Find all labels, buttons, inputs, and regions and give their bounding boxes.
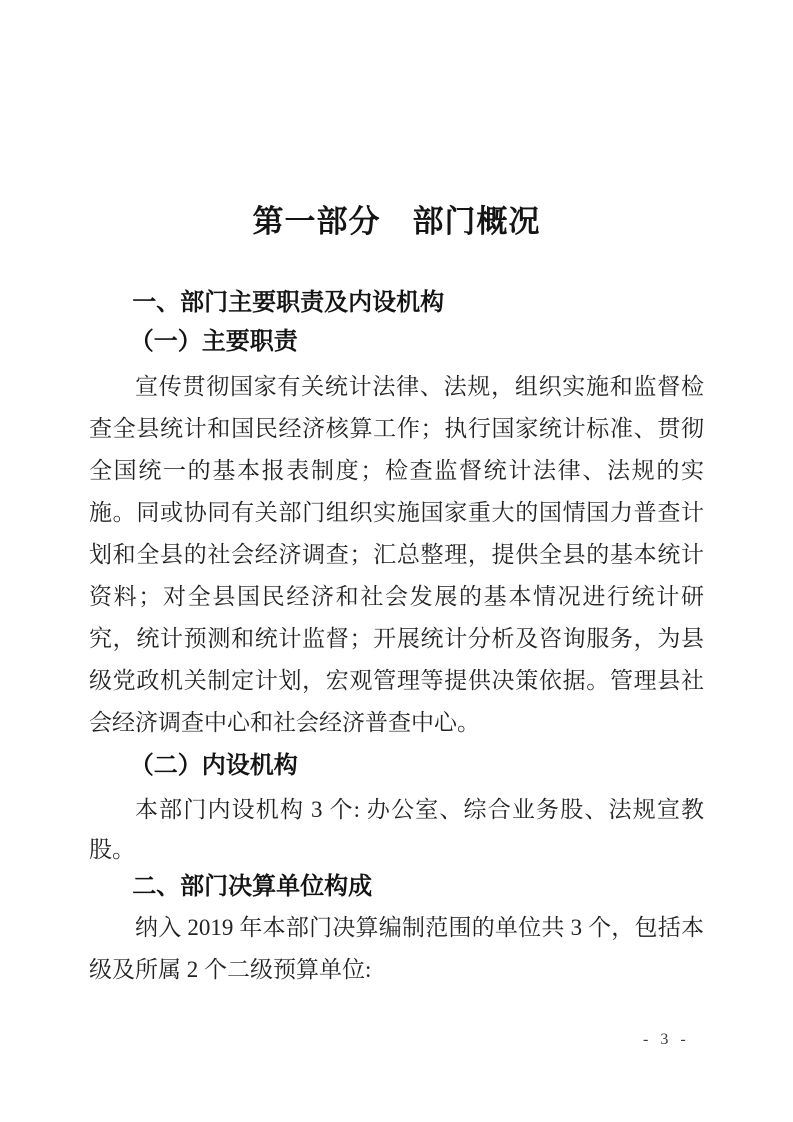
paragraph-main-duties: 宣传贯彻国家有关统计法律、法规，组织实施和监督检查全县统计和国民经济核算工作；执行国家统计标准、贯彻全国统一的基本报表制度；检查监督统计法律、法规的实施。同或协同有关部门组织实施国家重大的国情国力普查计划和全县的社会经济调查；汇总整理，提供全县的基本统计资料；对全县国民经济和社会发展的基本情况进行统计研究，统计预测和统计监督；开展统计分析及咨询服务，为县级党政机关制定计划，宏观管理等提供决策依据。管理县社会经济调查中心和社会经济普查中心。 (89, 374, 704, 735)
section-heading-duties-and-structure: 一、部门主要职责及内设机构 (132, 289, 445, 316)
subsection-heading-internal-structure: （二）内设机构 (129, 750, 298, 779)
subsection-heading-main-duties: （一）主要职责 (129, 326, 298, 355)
section-heading-final-accounts-units: 二、部门决算单位构成 (132, 873, 373, 900)
paragraph-final-accounts-units: 纳入 2019 年本部门决算编制范围的单位共 3 个，包括本级及所属 2 个二级预算单位: (89, 915, 704, 982)
page-number: - 3 - (643, 1031, 690, 1048)
paragraph-internal-structure: 本部门内设机构 3 个: 办公室、综合业务股、法规宣教股。 (89, 797, 704, 862)
document-title: 第一部分 部门概况 (252, 204, 541, 239)
